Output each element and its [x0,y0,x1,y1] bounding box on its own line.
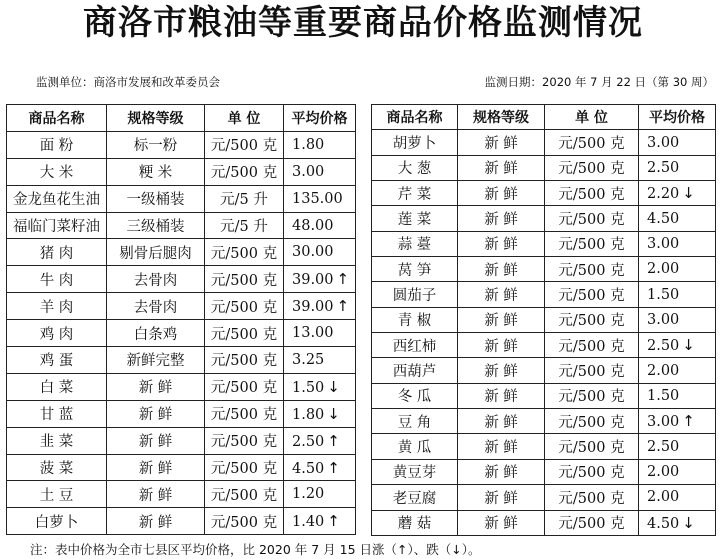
cell-unit: 元/500 克 [545,155,639,180]
cell-spec: 新 鲜 [458,510,545,535]
cell-price [639,459,716,484]
cell-unit: 元/500 克 [205,347,284,374]
cell-spec: 新 鲜 [107,427,205,454]
price-table-right [371,104,716,536]
price-value: 4.50 [647,515,680,532]
cell-name: 黄 瓜 [372,434,458,459]
cell-price [639,307,716,332]
column-header: 单 位 [545,105,639,130]
price-value: 4.50 [292,460,325,477]
price-table-left [6,104,356,535]
cell-name: 牛 肉 [7,266,107,293]
cell-name: 蒜 薹 [372,231,458,256]
price-value: 48.00 [292,217,334,234]
cell-name: 冬 瓜 [372,383,458,408]
cell-price [284,427,356,454]
table-row [372,181,716,206]
cell-spec: 新 鲜 [107,508,205,535]
cell-unit: 元/500 克 [545,459,639,484]
arrow-down-icon: ↓ [327,404,340,423]
cell-name: 甘 蓝 [7,400,107,427]
cell-price [284,266,356,293]
column-header: 单 位 [205,105,284,132]
cell-name: 豆 角 [372,409,458,434]
table-row [372,257,716,282]
left-header-row [7,105,356,132]
cell-name: 老豆腐 [372,485,458,510]
price-value: 3.00 [647,414,680,431]
cell-price [639,434,716,459]
cell-name: 蘑 菇 [372,510,458,535]
cell-name: 莲 菜 [372,206,458,231]
cell-unit: 元/500 克 [545,231,639,256]
cell-unit: 元/500 克 [205,293,284,320]
footnote: 注：表中价格为全市七县区平均价格，比 2020 年 7 月 15 日涨（↑）、跌（↓）。 [30,542,481,557]
cell-spec: 去骨肉 [107,293,205,320]
cell-spec: 新 鲜 [458,383,545,408]
cell-unit: 元/500 克 [545,485,639,510]
cell-unit: 元/500 克 [205,266,284,293]
table-row [7,373,356,400]
cell-unit: 元/500 克 [545,282,639,307]
cell-unit: 元/500 克 [205,158,284,185]
cell-unit: 元/500 克 [545,409,639,434]
cell-unit: 元/500 克 [205,454,284,481]
table-row [372,434,716,459]
cell-unit: 元/500 克 [205,400,284,427]
price-value: 2.50 [647,438,680,455]
right-header-row [372,105,716,130]
cell-name: 芹 菜 [372,181,458,206]
arrow-up-icon: ↑ [327,512,340,531]
arrow-up-icon: ↑ [682,412,695,431]
cell-name: 白萝卜 [7,508,107,535]
cell-name: 面 粉 [7,131,107,158]
cell-name: 福临门菜籽油 [7,212,107,239]
cell-name: 金龙鱼花生油 [7,185,107,212]
cell-price [639,333,716,358]
cell-unit: 元/500 克 [205,131,284,158]
cell-unit: 元/5 升 [205,185,284,212]
cell-unit: 元/5 升 [205,212,284,239]
arrow-up-icon: ↑ [327,458,340,477]
cell-spec: 新 鲜 [458,231,545,256]
price-value: 2.50 [292,433,325,450]
table-row [7,266,356,293]
cell-price [639,358,716,383]
column-header: 规格等级 [107,105,205,132]
cell-spec: 新 鲜 [458,181,545,206]
cell-unit: 元/500 克 [205,373,284,400]
cell-unit: 元/500 克 [545,434,639,459]
cell-name: 大 葱 [372,155,458,180]
cell-name: 黄豆芽 [372,459,458,484]
cell-name: 猪 肉 [7,239,107,266]
cell-name: 羊 肉 [7,293,107,320]
table-row [7,347,356,374]
cell-spec: 新鲜完整 [107,347,205,374]
cell-price [284,239,356,266]
column-header: 平均价格 [639,105,716,130]
table-row [7,400,356,427]
cell-unit: 元/500 克 [205,481,284,508]
page-title: 商洛市粮油等重要商品价格监测情况 [83,3,643,43]
cell-price [284,481,356,508]
arrow-down-icon: ↓ [327,377,340,396]
table-row [372,358,716,383]
price-value: 3.00 [647,235,680,252]
table-row [372,307,716,332]
cell-unit: 元/500 克 [545,358,639,383]
price-value: 2.00 [647,463,680,480]
cell-unit: 元/500 克 [205,320,284,347]
cell-name: 西葫芦 [372,358,458,383]
table-row [372,409,716,434]
cell-price [284,212,356,239]
cell-unit: 元/500 克 [545,333,639,358]
cell-unit: 元/500 克 [545,383,639,408]
table-row [7,481,356,508]
price-value: 2.20 [647,186,680,203]
cell-spec: 新 鲜 [458,130,545,155]
price-value: 39.00 [292,299,334,316]
cell-spec: 一级桶装 [107,185,205,212]
price-value: 39.00 [292,272,334,289]
table-row [7,454,356,481]
cell-name: 圆茄子 [372,282,458,307]
cell-spec: 白条鸡 [107,320,205,347]
cell-spec: 新 鲜 [458,282,545,307]
price-value: 2.00 [647,362,680,379]
price-value: 3.00 [647,311,680,328]
price-value: 1.50 [292,379,325,396]
table-row [372,206,716,231]
cell-unit: 元/500 克 [205,427,284,454]
cell-spec: 新 鲜 [458,409,545,434]
cell-unit: 元/500 克 [205,508,284,535]
price-value: 1.40 [292,514,325,531]
cell-spec: 新 鲜 [458,333,545,358]
cell-name: 莴 笋 [372,257,458,282]
cell-spec: 剔骨后腿肉 [107,239,205,266]
price-value: 4.50 [647,210,680,227]
cell-unit: 元/500 克 [545,307,639,332]
cell-unit: 元/500 克 [545,510,639,535]
cell-price [639,181,716,206]
cell-price [639,155,716,180]
table-row [372,383,716,408]
column-header: 商品名称 [372,105,458,130]
cell-name: 鸡 肉 [7,320,107,347]
arrow-down-icon: ↓ [682,513,695,532]
arrow-down-icon: ↓ [682,184,695,203]
cell-name: 胡萝卜 [372,130,458,155]
column-header: 商品名称 [7,105,107,132]
cell-spec: 新 鲜 [107,400,205,427]
arrow-up-icon: ↑ [336,270,350,289]
price-value: 1.80 [292,406,325,423]
cell-price [284,185,356,212]
table-row [7,320,356,347]
cell-spec: 新 鲜 [458,257,545,282]
cell-spec: 新 鲜 [458,434,545,459]
arrow-down-icon: ↓ [682,336,695,355]
table-row [7,508,356,535]
cell-price [639,282,716,307]
column-header: 规格等级 [458,105,545,130]
cell-unit: 元/500 克 [545,181,639,206]
cell-spec: 新 鲜 [107,373,205,400]
arrow-up-icon: ↑ [336,297,350,316]
cell-spec: 去骨肉 [107,266,205,293]
price-value: 13.00 [292,325,334,342]
price-value: 1.50 [647,387,680,404]
table-row [372,130,716,155]
monitor-unit: 监测单位：商洛市发展和改革委员会 [36,75,220,89]
table-row [372,333,716,358]
price-value: 135.00 [292,190,343,207]
cell-price [639,383,716,408]
table-row [372,155,716,180]
table-row [7,293,356,320]
price-value: 1.80 [292,136,325,153]
cell-name: 大 米 [7,158,107,185]
cell-price [639,510,716,535]
cell-price [284,373,356,400]
cell-price [284,454,356,481]
cell-spec: 标一粉 [107,131,205,158]
cell-spec: 新 鲜 [458,155,545,180]
price-value: 2.00 [647,261,680,278]
table-row [7,212,356,239]
table-row [372,485,716,510]
monitor-date: 监测日期：2020 年 7 月 22 日（第 30 周） [484,75,714,89]
cell-price [284,347,356,374]
table-row [7,239,356,266]
arrow-up-icon: ↑ [327,431,340,450]
price-value: 3.00 [647,134,680,151]
price-value: 2.50 [647,338,680,355]
cell-spec: 新 鲜 [458,206,545,231]
table-row [372,231,716,256]
table-row [7,158,356,185]
cell-spec: 新 鲜 [458,459,545,484]
table-row [7,427,356,454]
cell-name: 菠 菜 [7,454,107,481]
cell-unit: 元/500 克 [545,206,639,231]
table-row [372,282,716,307]
cell-price [284,320,356,347]
cell-unit: 元/500 克 [205,239,284,266]
price-value: 2.50 [647,159,680,176]
cell-price [639,485,716,510]
cell-spec: 粳 米 [107,158,205,185]
cell-name: 土 豆 [7,481,107,508]
cell-price [284,158,356,185]
cell-price [284,508,356,535]
cell-spec: 新 鲜 [458,307,545,332]
table-row [7,131,356,158]
cell-spec: 新 鲜 [458,358,545,383]
price-value: 1.20 [292,486,325,503]
cell-price [284,293,356,320]
cell-price [639,231,716,256]
price-value: 1.50 [647,286,680,303]
cell-spec: 三级桶装 [107,212,205,239]
cell-price [284,131,356,158]
cell-unit: 元/500 克 [545,130,639,155]
table-row [372,459,716,484]
cell-price [284,400,356,427]
cell-spec: 新 鲜 [107,454,205,481]
cell-name: 青 椒 [372,307,458,332]
table-row [372,510,716,535]
price-value: 2.00 [647,489,680,506]
price-value: 3.25 [292,351,325,368]
cell-name: 西红柿 [372,333,458,358]
cell-price [639,409,716,434]
cell-price [639,130,716,155]
cell-name: 白 菜 [7,373,107,400]
cell-price [639,257,716,282]
price-value: 3.00 [292,163,325,180]
cell-price [639,206,716,231]
column-header: 平均价格 [284,105,356,132]
cell-unit: 元/500 克 [545,257,639,282]
price-value: 30.00 [292,244,334,261]
cell-name: 鸡 蛋 [7,347,107,374]
cell-spec: 新 鲜 [107,481,205,508]
cell-name: 韭 菜 [7,427,107,454]
cell-spec: 新 鲜 [458,485,545,510]
table-row [7,185,356,212]
